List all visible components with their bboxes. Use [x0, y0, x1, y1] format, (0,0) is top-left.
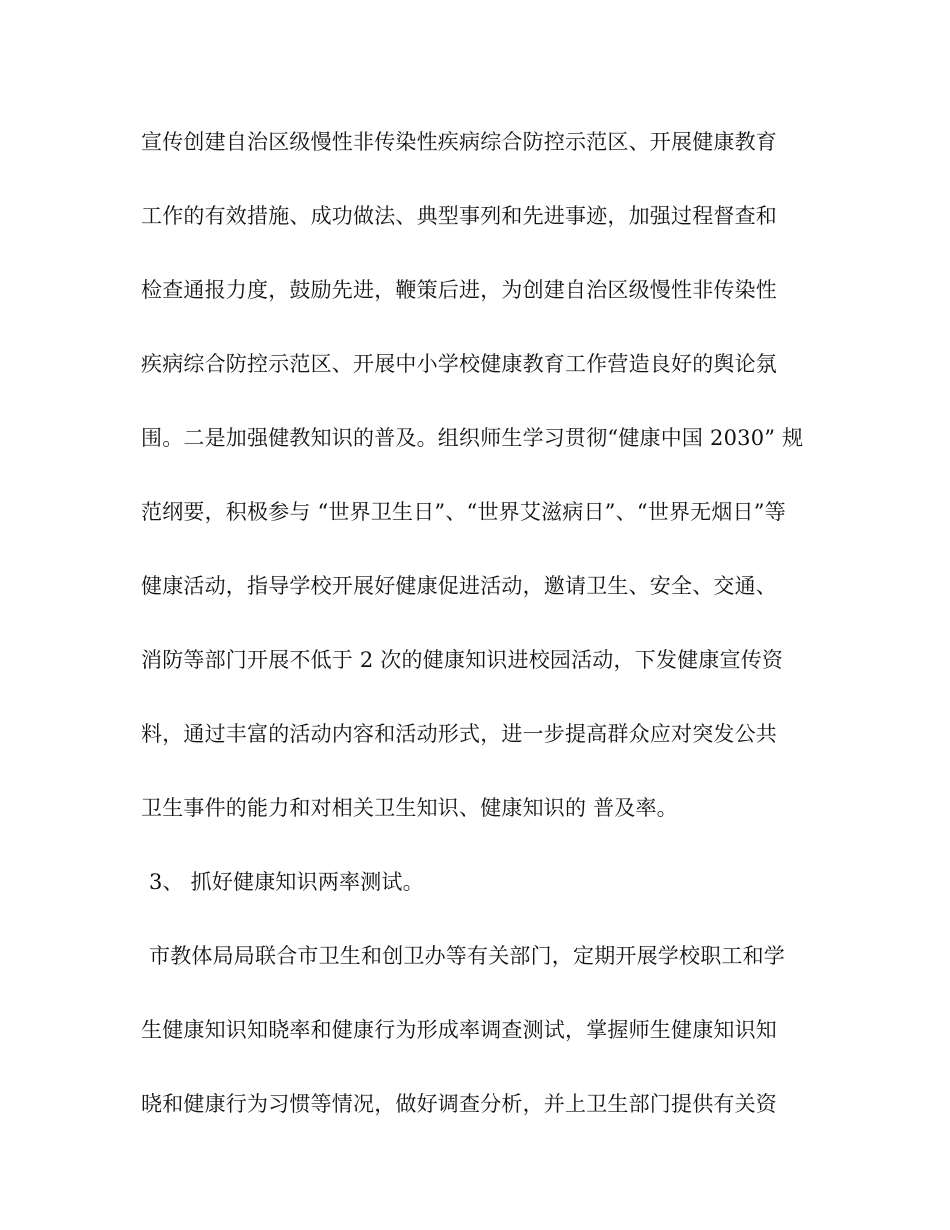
text-line: 围。二是加强健教知识的普及。组织师生学习贯彻“健康中国 2030” 规 — [141, 426, 804, 450]
text-line: 市教体局局联合市卫生和创卫办等有关部门，定期开展学校职工和学 — [149, 944, 785, 968]
text-line: 生健康知识知晓率和健康行为形成率调查测试，掌握师生健康知识知 — [141, 1018, 777, 1042]
text-line: 疾病综合防控示范区、开展中小学校健康教育工作营造良好的舆论氛 — [141, 352, 777, 376]
text-line: 宣传创建自治区级慢性非传染性疾病综合防控示范区、开展健康教育 — [141, 130, 777, 154]
text-line: 检查通报力度，鼓励先进，鞭策后进，为创建自治区级慢性非传染性 — [141, 278, 777, 302]
text-line: 晓和健康行为习惯等情况，做好调查分析，并上卫生部门提供有关资 — [141, 1092, 777, 1116]
text-line: 工作的有效措施、成功做法、典型事列和先进事迹，加强过程督查和 — [141, 204, 777, 228]
text-line: 料，通过丰富的活动内容和活动形式，进一步提高群众应对突发公共 — [141, 722, 777, 746]
text-line: 健康活动，指导学校开展好健康促进活动，邀请卫生、安全、交通、 — [141, 574, 777, 598]
text-line: 消防等部门开展不低于 2 次的健康知识进校园活动，下发健康宣传资 — [141, 648, 784, 672]
section-heading: 3、 抓好健康知识两率测试。 — [149, 870, 424, 894]
text-line: 卫生事件的能力和对相关卫生知识、健康知识的 普及率。 — [141, 796, 678, 820]
text-line: 范纲要，积极参与 “世界卫生日”、“世界艾滋病日”、“世界无烟日”等 — [141, 500, 786, 524]
